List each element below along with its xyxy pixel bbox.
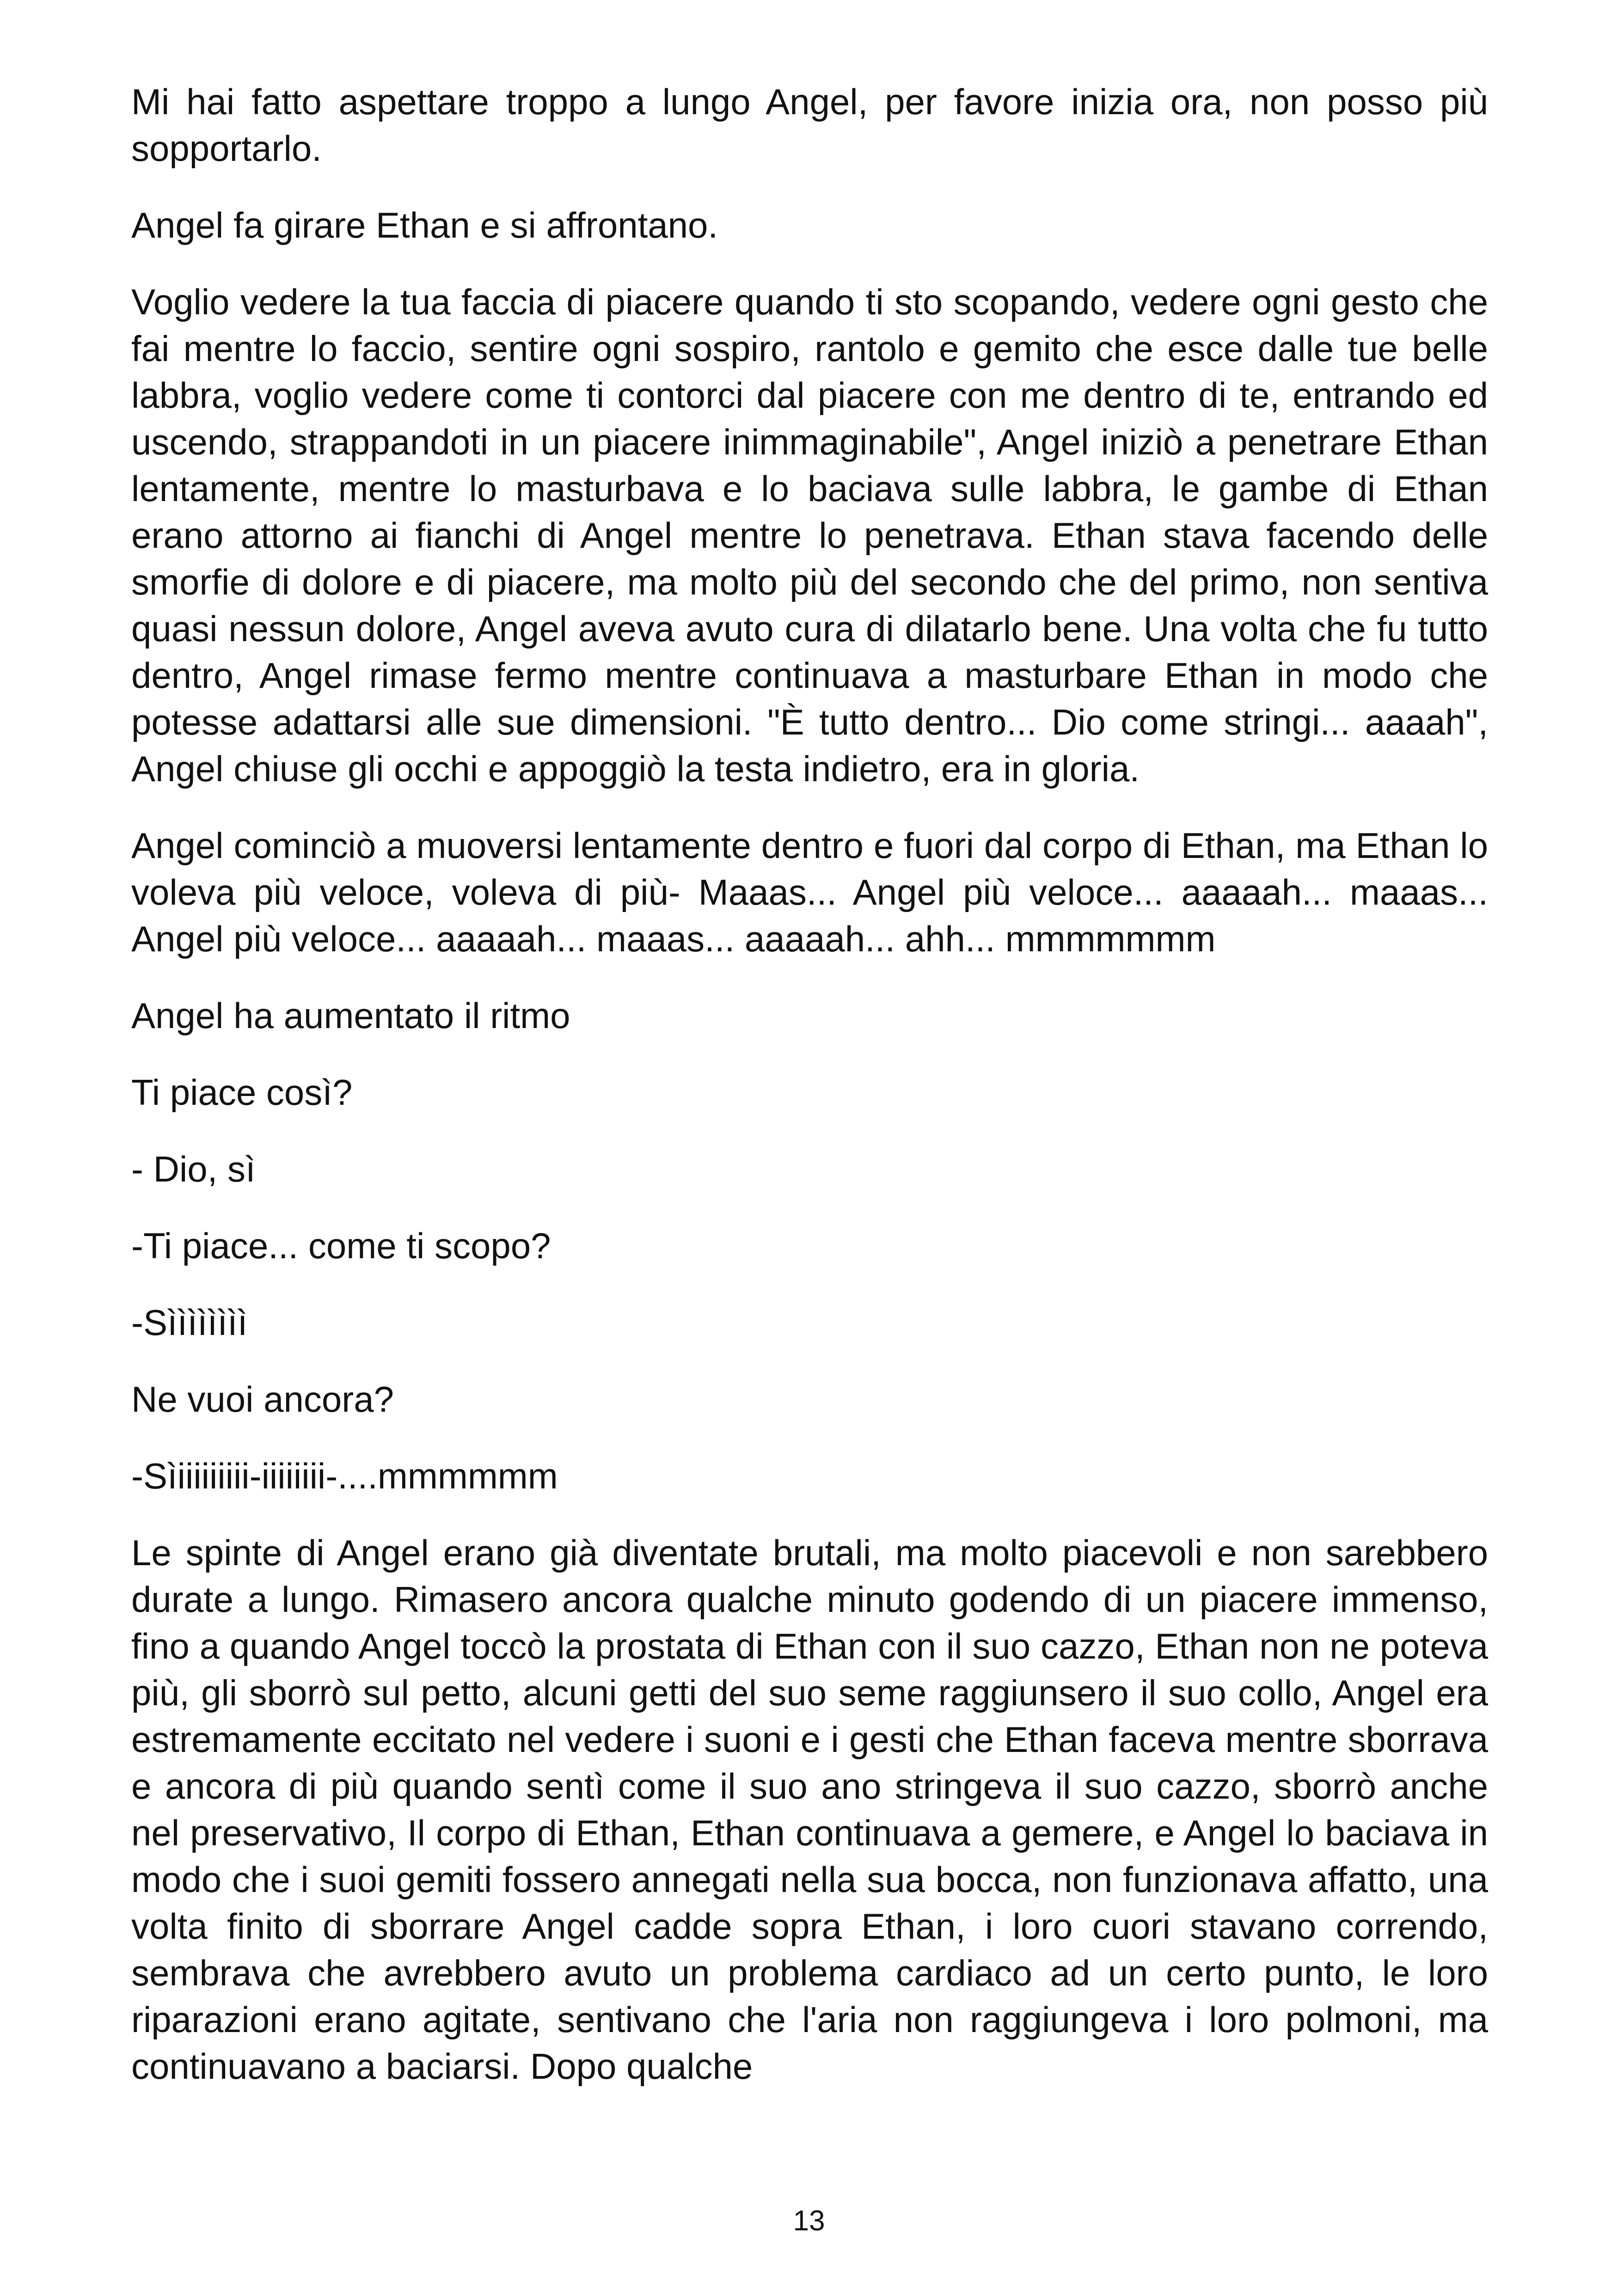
- paragraph-11: -Sìiiiiiiiii-iiiiiiii-....mmmmmm: [131, 1456, 558, 1496]
- paragraph-2: Angel fa girare Ethan e si affrontano.: [131, 205, 718, 245]
- paragraph-8: -Ti piace... come ti scopo?: [131, 1225, 551, 1266]
- page-number: 13: [793, 2205, 825, 2237]
- paragraph-6: Ti piace così?: [131, 1072, 353, 1113]
- paragraph-4: Angel cominciò a muoversi lentamente dentro e fuori dal corpo di Ethan, ma Ethan lo voleva più veloce, voleva di più- Maaas... Angel più veloce... aaaaah... maaas... Angel più veloce... aaaaah... maaas... aaaaah... ahh... mmmmmmm: [131, 825, 1488, 959]
- paragraph-7: - Dio, sì: [131, 1149, 256, 1189]
- paragraph-3: Voglio vedere la tua faccia di piacere quando ti sto scopando, vedere ogni gesto che fai mentre lo faccio, sentire ogni sospiro, rantolo e gemito che esce dalle tue belle labbra, voglio vedere come ti contorci dal piacere con me dentro di te, entrando ed uscendo, strappandoti in un piacere inimmaginabile", Angel iniziò a penetrare Ethan lentamente, mentre lo masturbava e lo baciava sulle labbra, le gambe di Ethan erano attorno ai fianchi di Angel mentre lo penetrava. Ethan stava facendo delle smorfie di dolore e di piacere, ma molto più del secondo che del primo, non sentiva quasi nessun dolore, Angel aveva avuto cura di dilatarlo bene. Una volta che fu tutto dentro, Angel rimase fermo mentre continuava a masturbare Ethan in modo che potesse adattarsi alle sue dimensioni. "È tutto dentro... Dio come stringi... aaaah", Angel chiuse gli occhi e appoggiò la testa indietro, era in gloria.: [131, 282, 1488, 789]
- body-text: [131, 79, 1488, 2120]
- paragraph-12: Le spinte di Angel erano già diventate brutali, ma molto piacevoli e non sarebbero durate a lungo. Rimasero ancora qualche minuto godendo di un piacere immenso, fino a quando Angel toccò la prostata di Ethan con il suo cazzo, Ethan non ne poteva più, gli sborrò sul petto, alcuni getti del suo seme raggiunsero il suo collo, Angel era estremamente eccitato nel vedere i suoni e i gesti che Ethan faceva mentre sborrava e ancora di più quando sentì come il suo ano stringeva il suo cazzo, sborrò anche nel preservativo, Il corpo di Ethan, Ethan continuava a gemere, e Angel lo baciava in modo che i suoi gemiti fossero annegati nella sua bocca, non funzionava affatto, una volta finito di sborrare Angel cadde sopra Ethan, i loro cuori stavano correndo, sembrava che avrebbero avuto un problema cardiaco ad un certo punto, le loro riparazioni erano agitate, sentivano che l'aria non raggiungeva i loro polmoni, ma continuavano a baciarsi. Dopo qualche: [131, 1532, 1488, 2087]
- paragraph-9: -Sìììììììì: [131, 1302, 248, 1343]
- paragraph-5: Angel ha aumentato il ritmo: [131, 995, 570, 1036]
- paragraph-10: Ne vuoi ancora?: [131, 1379, 394, 1420]
- paragraph-1: Mi hai fatto aspettare troppo a lungo Angel, per favore inizia ora, non posso più sopportarlo.: [131, 81, 1488, 169]
